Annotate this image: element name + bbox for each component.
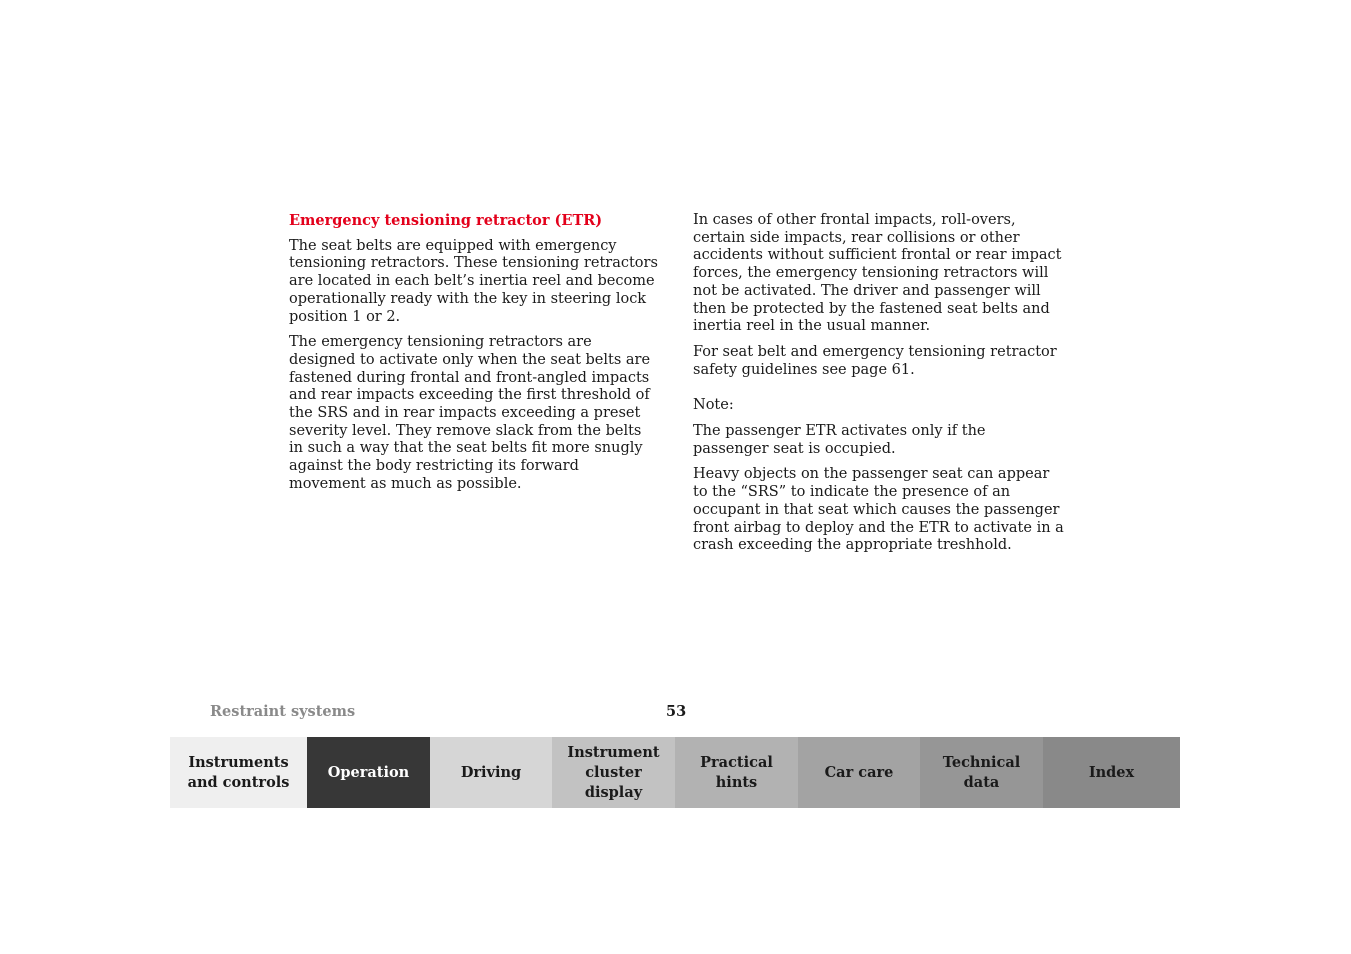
note-paragraph: Heavy objects on the passenger seat can appear to the “SRS” to indicate the presence of an occupant in that seat which causes the passenger front airbag to deploy and the ETR to activate in a crash exceeding the appropriate treshhold. bbox=[693, 466, 1064, 554]
tab-car-care[interactable]: Car care bbox=[798, 737, 920, 808]
body-paragraph: The seat belts are equipped with emergency tensioning retractors. These tensioning retractors are located in each belt’s inertia reel and become operationally ready with the key in steering lock position 1 or 2. bbox=[289, 237, 658, 325]
footer-section-title: Restraint systems bbox=[210, 703, 356, 720]
tab-index[interactable]: Index bbox=[1043, 737, 1180, 808]
left-column bbox=[289, 212, 659, 502]
tab-driving[interactable]: Driving bbox=[430, 737, 552, 808]
tab-instrument-cluster-display[interactable]: Instrument cluster display bbox=[552, 737, 675, 808]
body-paragraph: In cases of other frontal impacts, roll-overs, certain side impacts, rear collisions or other accidents without sufficient frontal or rear impact forces, the emergency tensioning retractors will not be activated. The driver and passenger will then be protected by the fastened seat belts and inertia reel in the usual manner. bbox=[693, 212, 1062, 335]
tab-operation[interactable]: Operation bbox=[307, 737, 430, 808]
tab-practical-hints[interactable]: Practical hints bbox=[675, 737, 798, 808]
tab-technical-data[interactable]: Technical data bbox=[920, 737, 1043, 808]
note-paragraph: The passenger ETR activates only if the passenger seat is occupied. bbox=[693, 423, 986, 457]
section-heading: Emergency tensioning retractor (ETR) bbox=[289, 212, 603, 229]
body-paragraph: For seat belt and emergency tensioning retractor safety guidelines see page 61. bbox=[693, 343, 1057, 378]
note-label: Note: bbox=[693, 397, 734, 414]
page-number: 53 bbox=[666, 703, 687, 720]
right-column bbox=[693, 212, 1065, 563]
body-paragraph: The emergency tensioning retractors are designed to activate only when the seat belts are fastened during frontal and front-angled impacts and rear impacts exceeding the first threshold of the SRS and in rear impacts exceeding a preset severity level. They remove slack from the belts in such a way that the seat belts fit more snugly against the body restricting its forward movement as much as possible. bbox=[289, 334, 651, 492]
chapter-tab-bar bbox=[170, 737, 1180, 808]
tab-instruments-and-controls[interactable]: Instruments and controls bbox=[170, 737, 307, 808]
